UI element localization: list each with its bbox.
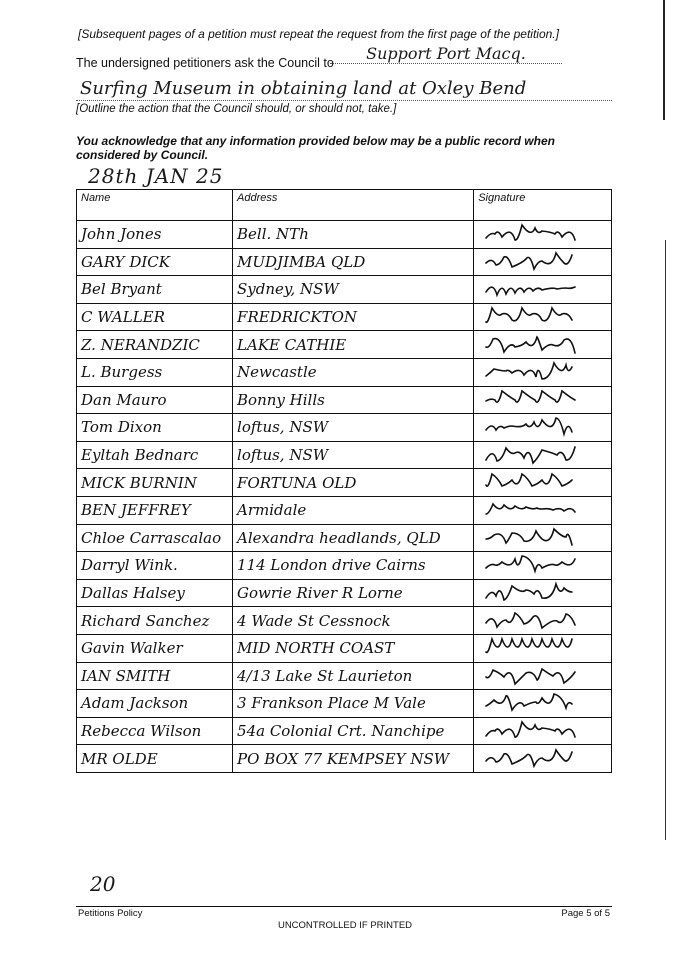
row-name: Bel Bryant: [77, 276, 233, 304]
footer-page-number: Page 5 of 5: [561, 908, 610, 919]
table-row: [77, 579, 612, 607]
row-signature: [474, 579, 612, 607]
row-signature: [474, 607, 612, 635]
row-name: Rebecca Wilson: [77, 717, 233, 745]
handwritten-signature: [478, 276, 598, 302]
handwritten-signature: [478, 359, 598, 385]
table-row: [77, 248, 612, 276]
handwritten-signature: [478, 718, 598, 744]
ask-prefix: The undersigned petitioners ask the Council to: [76, 56, 334, 70]
table-row: [77, 524, 612, 552]
table-row: [77, 690, 612, 718]
table-row: [77, 717, 612, 745]
ask-handwritten-line2: Surfing Museum in obtaining land at Oxley Bend: [80, 78, 527, 99]
row-address: Bell. NTh: [233, 221, 474, 249]
table-row: [77, 441, 612, 469]
row-name: C WALLER: [77, 303, 233, 331]
row-signature: [474, 745, 612, 773]
table-row: [77, 386, 612, 414]
row-name: Gavin Walker: [77, 634, 233, 662]
ask-underline: [76, 100, 612, 101]
table-row: [77, 496, 612, 524]
row-signature: [474, 524, 612, 552]
petition-date: 28th JAN 25: [88, 164, 224, 188]
row-name: Z. NERANDZIC: [77, 331, 233, 359]
handwritten-signature: [478, 332, 598, 358]
row-name: Darryl Wink.: [77, 552, 233, 580]
row-name: Tom Dixon: [77, 414, 233, 442]
row-address: Gowrie River R Lorne: [233, 579, 474, 607]
table-header-row: [77, 190, 612, 221]
handwritten-signature: [478, 470, 598, 496]
row-name: Eyltah Bednarc: [77, 441, 233, 469]
margin-line: [665, 240, 666, 840]
col-name: Name: [77, 190, 233, 221]
row-name: Dallas Halsey: [77, 579, 233, 607]
ask-handwritten-line1: Support Port Macq.: [330, 44, 562, 64]
handwritten-signature: [478, 221, 598, 247]
row-address: Newcastle: [233, 358, 474, 386]
table-row: [77, 469, 612, 497]
col-address: Address: [233, 190, 474, 221]
table-row: [77, 358, 612, 386]
handwritten-signature: [478, 387, 598, 413]
row-address: FREDRICKTON: [233, 303, 474, 331]
row-signature: [474, 331, 612, 359]
row-address: Armidale: [233, 496, 474, 524]
row-address: 54a Colonial Crt. Nanchipe: [233, 717, 474, 745]
table-row: [77, 662, 612, 690]
handwritten-signature: [478, 249, 598, 275]
row-signature: [474, 552, 612, 580]
table-row: [77, 552, 612, 580]
handwritten-signature: [478, 442, 598, 468]
footer-center: UNCONTROLLED IF PRINTED: [277, 920, 413, 931]
handwritten-signature: [478, 580, 598, 606]
table-row: [77, 745, 612, 773]
table-row: [77, 414, 612, 442]
row-name: Chloe Carrascalao: [77, 524, 233, 552]
row-signature: [474, 496, 612, 524]
row-address: Sydney, NSW: [233, 276, 474, 304]
row-signature: [474, 276, 612, 304]
row-address: 3 Frankson Place M Vale: [233, 690, 474, 718]
table-row: [77, 607, 612, 635]
handwritten-signature: [478, 690, 598, 716]
row-name: Richard Sanchez: [77, 607, 233, 635]
margin-line: [663, 0, 665, 120]
col-signature: Signature: [474, 190, 612, 221]
row-address: 4/13 Lake St Laurieton: [233, 662, 474, 690]
row-address: Bonny Hills: [233, 386, 474, 414]
row-name: Dan Mauro: [77, 386, 233, 414]
row-name: IAN SMITH: [77, 662, 233, 690]
footer-left: Petitions Policy: [78, 908, 143, 919]
row-signature: [474, 469, 612, 497]
outline-note: [Outline the action that the Council should, or should not, take.]: [76, 103, 397, 115]
row-signature: [474, 717, 612, 745]
signature-count: 20: [90, 872, 116, 896]
row-name: GARY DICK: [77, 248, 233, 276]
row-address: FORTUNA OLD: [233, 469, 474, 497]
row-address: 114 London drive Cairns: [233, 552, 474, 580]
row-signature: [474, 690, 612, 718]
row-signature: [474, 441, 612, 469]
table-row: [77, 276, 612, 304]
row-name: MR OLDE: [77, 745, 233, 773]
handwritten-signature: [478, 497, 598, 523]
handwritten-signature: [478, 635, 598, 661]
handwritten-signature: [478, 414, 598, 440]
table-row: [77, 331, 612, 359]
row-signature: [474, 634, 612, 662]
row-address: 4 Wade St Cessnock: [233, 607, 474, 635]
row-address: LAKE CATHIE: [233, 331, 474, 359]
row-signature: [474, 303, 612, 331]
row-signature: [474, 248, 612, 276]
handwritten-signature: [478, 746, 598, 772]
table-row: [77, 221, 612, 249]
row-signature: [474, 358, 612, 386]
handwritten-signature: [478, 525, 598, 551]
row-name: BEN JEFFREY: [77, 496, 233, 524]
row-name: John Jones: [77, 221, 233, 249]
handwritten-signature: [478, 552, 598, 578]
petition-table: [76, 189, 612, 773]
row-address: loftus, NSW: [233, 441, 474, 469]
subsequent-note: [Subsequent pages of a petition must repeat the request from the first page of the petition.]: [78, 27, 559, 41]
row-address: PO BOX 77 KEMPSEY NSW: [233, 745, 474, 773]
row-address: MUDJIMBA QLD: [233, 248, 474, 276]
row-signature: [474, 386, 612, 414]
handwritten-signature: [478, 663, 598, 689]
row-signature: [474, 414, 612, 442]
row-signature: [474, 662, 612, 690]
acknowledgement: You acknowledge that any information provided below may be a public record when considered by Council.: [76, 134, 555, 162]
handwritten-signature: [478, 304, 598, 330]
row-address: loftus, NSW: [233, 414, 474, 442]
handwritten-signature: [478, 608, 598, 634]
row-name: L. Burgess: [77, 358, 233, 386]
row-address: MID NORTH COAST: [233, 634, 474, 662]
row-address: Alexandra headlands, QLD: [233, 524, 474, 552]
row-name: Adam Jackson: [77, 690, 233, 718]
table-row: [77, 634, 612, 662]
row-signature: [474, 221, 612, 249]
footer-rule: [76, 906, 612, 907]
table-row: [77, 303, 612, 331]
row-name: MICK BURNIN: [77, 469, 233, 497]
